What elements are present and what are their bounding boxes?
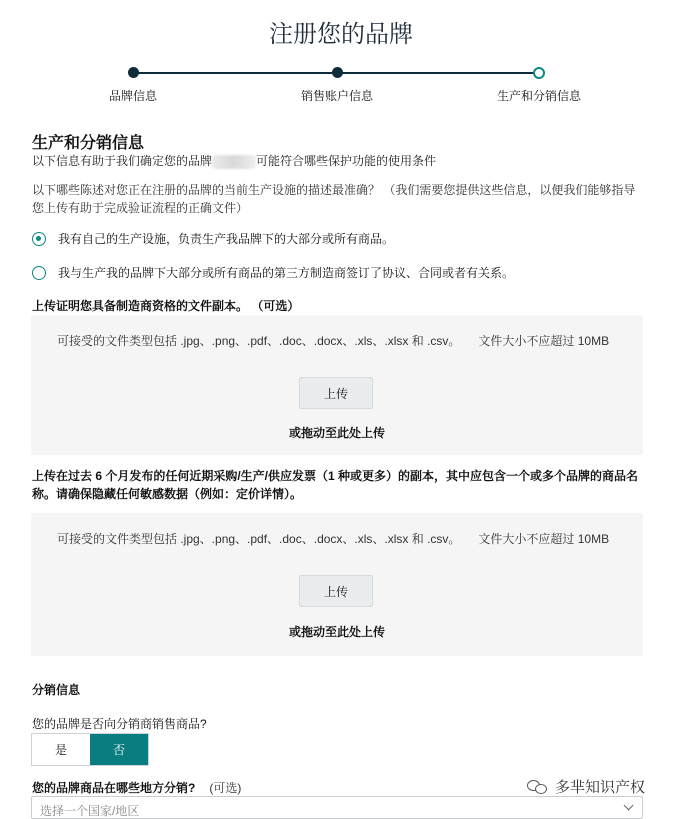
upload-invoice-heading: 上传在过去 6 个月发布的任何近期采购/生产/供应发票（1 种或更多）的副本，其中应包含一个或多个品牌的商品名称。请确保隐藏任何敏感数据（例如：定价详情）。 xyxy=(32,469,639,501)
radio-own-facility[interactable] xyxy=(32,230,394,247)
watermark-text: 多芈知识产权 xyxy=(555,779,646,796)
section-desc-prefix: 以下信息有助于我们确定您的品牌 xyxy=(32,154,213,168)
country-select-placeholder: 选择一个国家/地区 xyxy=(40,804,140,818)
step-dot-production xyxy=(533,67,545,79)
upload-button-manufacturer[interactable]: 上传 xyxy=(299,377,373,409)
section-title: 生产和分销信息 xyxy=(32,135,145,152)
distribution-location-text: 您的品牌商品在哪些地方分销? xyxy=(32,781,196,795)
upload-hint xyxy=(57,332,609,349)
progress-stepper xyxy=(0,66,682,106)
radio-button-own-facility[interactable] xyxy=(32,232,46,246)
step-label-production: 生产和分销信息 xyxy=(496,89,582,103)
drag-drop-text: 或拖动至此处上传 xyxy=(288,625,385,639)
section-desc-suffix: 可能符合哪些保护功能的使用条件 xyxy=(256,154,437,168)
upload-dropzone-invoice[interactable] xyxy=(31,513,643,656)
file-size-hint: 文件大小不应超过 10MB xyxy=(478,334,610,348)
file-size-hint: 文件大小不应超过 10MB xyxy=(478,532,610,546)
distribution-location-label xyxy=(32,779,241,796)
toggle-no-button[interactable]: 否 xyxy=(90,734,148,765)
radio-third-party[interactable] xyxy=(32,264,514,281)
distribution-heading: 分销信息 xyxy=(32,683,81,697)
step-label-brand-info: 品牌信息 xyxy=(108,89,158,103)
page-title: 注册您的品牌 xyxy=(269,21,413,48)
country-select[interactable] xyxy=(31,796,643,819)
step-dot-sales-account xyxy=(332,67,343,78)
wechat-icon xyxy=(527,778,549,796)
radio-label-own-facility: 我有自己的生产设施，负责生产我品牌下的大部分或所有商品。 xyxy=(58,232,395,246)
radio-button-third-party[interactable] xyxy=(32,266,46,280)
upload-hint xyxy=(57,530,609,547)
facility-question: 以下哪些陈述对您正在注册的品牌的当前生产设施的描述最准确？ （我们需要您提供这些信息，以便我们能够指导您上传有助于完成验证流程的正确文件） xyxy=(32,183,636,215)
distribution-question: 您的品牌是否向分销商销售商品? xyxy=(32,717,207,731)
optional-tag: (可选) xyxy=(209,781,242,795)
drag-drop-text: 或拖动至此处上传 xyxy=(288,426,385,440)
distributor-toggle[interactable] xyxy=(31,733,149,766)
step-label-sales-account: 销售账户信息 xyxy=(300,89,374,103)
file-types-hint: 可接受的文件类型包括 .jpg、.png、.pdf、.doc、.docx、.xls、.xlsx 和 .csv。 xyxy=(57,334,461,348)
redacted-brand-name xyxy=(212,155,256,169)
chevron-down-icon xyxy=(624,801,634,811)
upload-dropzone-manufacturer[interactable] xyxy=(31,315,643,455)
upload-button-invoice[interactable]: 上传 xyxy=(299,575,373,607)
step-dot-brand-info xyxy=(128,67,139,78)
radio-label-third-party: 我与生产我的品牌下大部分或所有商品的第三方制造商签订了协议、合同或者有关系。 xyxy=(58,266,515,280)
upload-manufacturer-heading: 上传证明您具备制造商资格的文件副本。 （可选） xyxy=(32,299,300,313)
toggle-yes-button[interactable]: 是 xyxy=(32,734,90,765)
watermark xyxy=(527,776,645,797)
file-types-hint: 可接受的文件类型包括 .jpg、.png、.pdf、.doc、.docx、.xls、.xlsx 和 .csv。 xyxy=(57,532,461,546)
section-description xyxy=(32,152,436,169)
